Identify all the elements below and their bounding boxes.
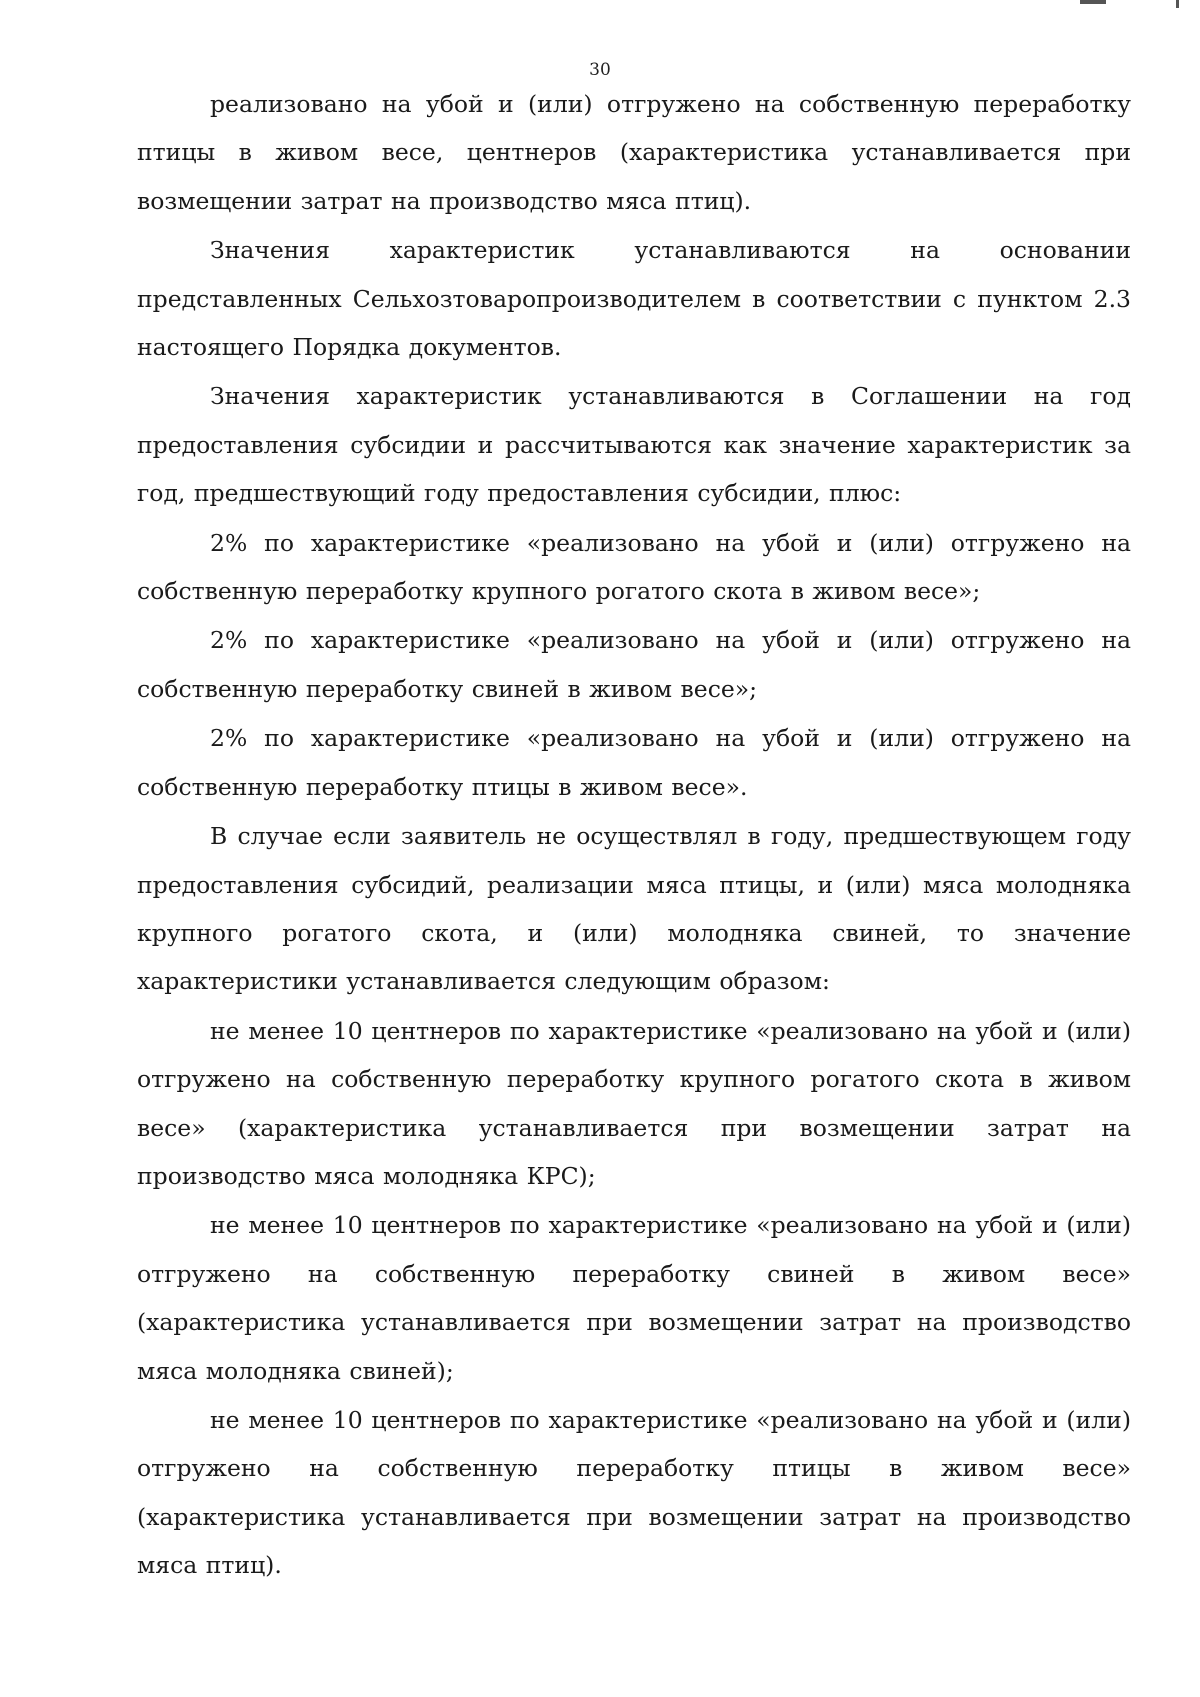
paragraph: не менее 10 центнеров по характеристике «реализовано на убой и (или) отгружено на собственную переработку свиней в живом весе» (характеристика устанавливается при возмещении затрат на производство мяса молодняка свиней);	[137, 1211, 1131, 1385]
paragraph: 2% по характеристике «реализовано на убой и (или) отгружено на собственную переработку свиней в живом весе»;	[137, 626, 1131, 703]
scan-artifact	[1176, 0, 1179, 8]
paragraph: не менее 10 центнеров по характеристике «реализовано на убой и (или) отгружено на собственную переработку крупного рогатого скота в живом весе» (характеристика устанавливается при возмещении затрат на производство мяса молодняка КРС);	[137, 1016, 1131, 1190]
paragraph: не менее 10 центнеров по характеристике «реализовано на убой и (или) отгружено на собственную переработку птицы в живом весе» (характеристика устанавливается при возмещении затрат на производство мяса птиц).	[137, 1405, 1131, 1580]
page-number: 30	[589, 60, 611, 80]
paragraph: реализовано на убой и (или) отгружено на собственную переработку птицы в живом весе, центнеров (характеристика устанавливается при возмещении затрат на производство мяса птиц).	[137, 90, 1131, 215]
paragraph: Значения характеристик устанавливаются в Соглашении на год предоставления субсидии и рассчитываются как значение характеристик за год, предшествующий году предоставления субсидии, плюс:	[137, 382, 1131, 508]
paragraph: В случае если заявитель не осуществлял в году, предшествующем году предоставления субсидий, реализации мяса птицы, и (или) мяса молодняка крупного рогатого скота, и (или) молодняка свиней, то значение характеристики устанавливается следующим образом:	[137, 822, 1131, 996]
scan-artifact	[1080, 0, 1106, 4]
document-body	[137, 80, 1131, 1591]
paragraph: 2% по характеристике «реализовано на убой и (или) отгружено на собственную переработку птицы в живом весе».	[137, 724, 1131, 801]
paragraph: 2% по характеристике «реализовано на убой и (или) отгружено на собственную переработку крупного рогатого скота в живом весе»;	[137, 528, 1131, 606]
paragraph: Значения характеристик устанавливаются на основании представленных Сельхозтоваропроизводителем в соответствии с пунктом 2.3 настоящего Порядка документов.	[137, 236, 1131, 362]
